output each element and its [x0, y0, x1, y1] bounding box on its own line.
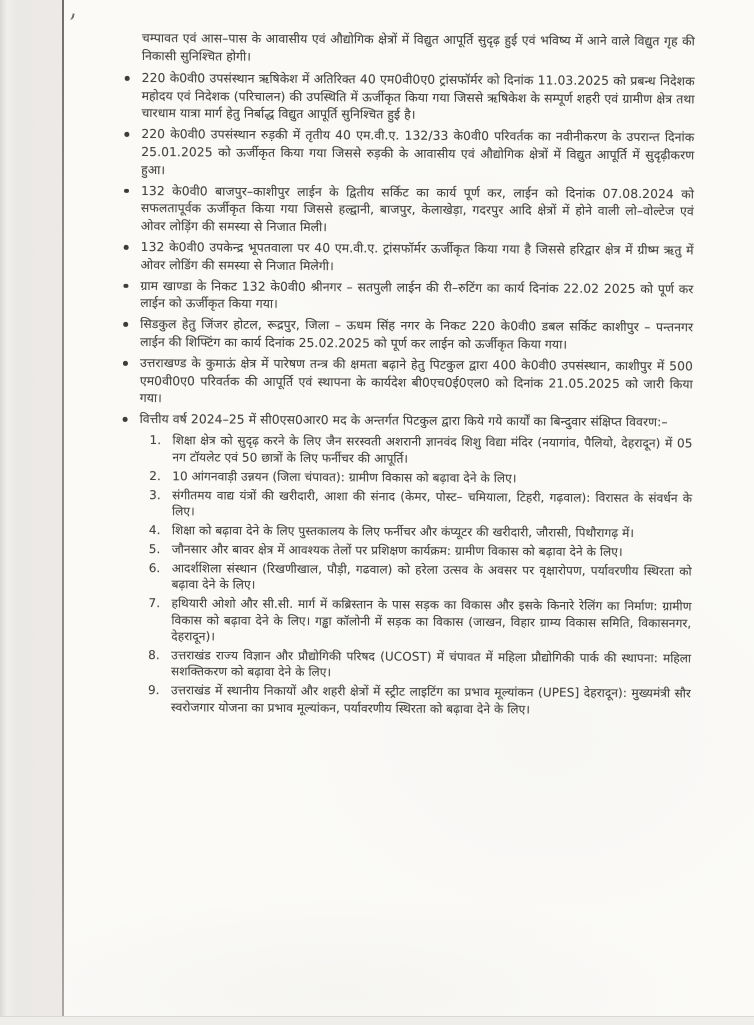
- numbered-item: [149, 468, 692, 488]
- bullet-text: 132 के0वी0 बाजपुर–काशीपुर लाईन के द्वितीय सर्किट का कार्य पूर्ण कर, लाईन को दिनांक 07.08.2024 को सफलतापूर्वक ऊर्जीकृत किया गया जिससे हल्द्वानी, बाजपुर, केलाखेड़ा, गदरपुर आदि क्षेत्रों में होने वाली लो–वोल्टेज एवं ओवर लोड़िंग की समस्या से निजात मिली।: [140, 183, 695, 235]
- numbered-item-text: संगीतमय वाद्य यंत्रों की खरीदारी, आशा की संनाद (केमर, पोस्ट– चमियाला, टिहरी, गढ़वाल): विरासत के संवर्धन के लिए।: [172, 487, 693, 519]
- bullet-text: ग्राम खाण्डा के निकट 132 के0वी0 श्रीनगर – सतपुली लाईन की री–रुटिंग का कार्य दिनांक 22.02 2025 को पूर्ण कर लाईन को ऊर्जीकृत किया गया।: [140, 278, 694, 312]
- bullet-text: सिडकुल हेतु जिंजर होटल, रूद्रपुर, जिला – ऊधम सिंह नगर के निकट 220 के0वी0 डबल सर्किट काशीपुर – पन्तनगर लाईन की शिफ्टिंग का कार्य दिनांक 25.02.2025 को पूर्ण कर लाईन को ऊर्जीकृत किया गया।: [140, 317, 694, 352]
- bullet-item: [141, 239, 694, 278]
- bullet-dot-icon: [123, 361, 128, 366]
- bullet-dot-icon: [125, 76, 130, 81]
- bullet-dot-icon: [124, 189, 129, 194]
- item-number: 4.: [148, 523, 161, 538]
- stray-pen-mark-icon: [68, 12, 75, 20]
- bullet-item: [141, 183, 694, 239]
- bullet-text: 220 के0वी0 उपसंस्थान ऋषिकेश में अतिरिक्त 40 एम0वी0ए0 ट्रांसफॉर्मर को दिनांक 11.03.2025 को प्रबन्ध निदेशक महोदय एवं निदेशक (परिचालन) की उपस्थिति में ऊर्जीकृत किया गया जिससे ऋषिकेश के सम्पूर्ण शहरी एवं ग्रामीण क्षेत्र तथा चारधाम यात्रा मार्ग हेतु निर्बाद्ध विद्युत आपूर्ति सुनिश्चित हुई है।: [141, 71, 695, 123]
- bullet-dot-icon: [123, 322, 128, 327]
- bullet-dot-icon: [124, 245, 129, 250]
- numbered-item-text: 10 आंगनवाड़ी उन्नयन (जिला चंपावत): ग्रामीण विकास को बढ़ावा देने के लिए।: [172, 468, 517, 486]
- bullet-item: [141, 70, 694, 126]
- numbered-item-text: हथियारी ओशो और सी.सी. मार्ग में कब्रिस्तान के पास सड़क का विकास और इसके किनारे रेलिंग का निर्माण: ग्रामीण विकास को बढ़ावा देने के लिए। गड्ढा कॉलोनी में सड़क का विकास (जाखन, विहार ग्राम्य विकास समिति, विकासनगर, देहरादून)।: [171, 596, 692, 644]
- item-number: 5.: [148, 541, 161, 557]
- numbered-item-text: उत्तराखंड राज्य विज्ञान और प्रौद्योगिकी परिषद (UCOST) में चंपावत में महिला प्रौद्योगिकी पार्क की स्थापना: महिला सशक्तिकरण को बढ़ावा देने के लिए।: [171, 648, 692, 680]
- numbered-item: [148, 595, 691, 648]
- numbered-item: [148, 647, 691, 683]
- item-number: 6.: [148, 560, 161, 575]
- bullet-dot-icon: [123, 284, 128, 289]
- item-number: 2.: [149, 468, 161, 483]
- document-page: [64, 0, 754, 1024]
- numbered-list: [148, 433, 693, 719]
- numbered-item-text: शिक्षा क्षेत्र को सुदृढ़ करने के लिए जैन सरस्वती अशरानी ज्ञानवंद शिशु विद्या मंदिर (नयागांव, पैलियो, देहरादून) में 05 नग टॉयलेट एवं 50 छात्रों के लिए फर्नीचर की आपूर्ति।: [172, 433, 693, 466]
- item-number: 1.: [149, 433, 162, 448]
- bullet-item: [140, 316, 693, 355]
- numbered-item: [149, 522, 692, 542]
- bullet-text: 132 के0वी0 उपकेन्द्र भूपतवाला पर 40 एम.वी.ए. ट्रांसफॉर्मर ऊर्जीकृत किया गया है जिससे हरिद्वार क्षेत्र में ग्रीष्म ऋतु में ओवर लोडिंग की समस्या से निजात मिलेगी।: [140, 240, 694, 273]
- numbered-item-text: आदर्शशिला संस्थान (रिखणीखाल, पौड़ी, गढवाल) को हरेला उत्सव के अवसर पर वृक्षारोपण, पर्यावरणीय स्थिरता को बढ़ावा देने के लिए।: [171, 561, 692, 592]
- bullet-item: [141, 126, 694, 182]
- bullet-dot-icon: [123, 417, 128, 422]
- bullet-text: वित्तीय वर्ष 2024–25 में सी0एस0आर0 मद के अन्तर्गत पिटकुल द्वारा किये गये कार्यों का बिन्दुवार संक्षिप्त विवरण:–: [139, 412, 668, 430]
- bullet-text: उत्तराखण्ड के कुमाऊं क्षेत्र में पारेषण तन्त्र की क्षमता बढ़ाने हेतु पिटकुल द्वारा 400 के0वी0 उपसंस्थान, काशीपुर में 500 एम0वी0ए0 परिवर्तक की आपूर्ति एवं स्थापना के कार्यदेश बी0एच0ई0एल0 को दिनांक 21.05.2025 को जारी किया गया।: [139, 356, 693, 406]
- numbered-item: [149, 433, 692, 469]
- bullet-text: 220 के0वी0 उपसंस्थान रुड़की में तृतीय 40 एम.वी.ए. 132/33 के0वी0 परिवर्तक का नवीनीकरण के उपरान्त दिनांक 25.01.2025 को ऊर्जीकृत किया गया जिससे रुड़की के आवासीय एवं औद्योगिक क्षेत्रों में विद्युत आपूर्ति में सुदृढ़ीकरण हुआ।: [141, 127, 695, 177]
- item-number: 7.: [148, 596, 161, 611]
- item-number: 9.: [147, 683, 160, 698]
- continuation-paragraph: चम्पावत एवं आस–पास के आवासीय एवं औद्योगिक क्षेत्रों में विद्युत आपूर्ति सुदृढ़ हुई एवं भविष्य में आने वाले विद्युत गृह की निकासी सुनिश्चित होगी।: [141, 30, 695, 64]
- scan-left-margin: [0, 0, 62, 1024]
- numbered-item-text: उत्तराखंड में स्थानीय निकायों और शहरी क्षेत्रों में स्ट्रीट लाइटिंग का प्रभाव मूल्यांकन (UPES] देहरादून): मुख्यमंत्री सौर स्वरोजगार योजना का प्रभाव मूल्यांकन, पर्यावरणीय स्थिरता को बढ़ावा देने के लिए।: [170, 683, 691, 716]
- item-number: 8.: [148, 647, 160, 662]
- item-number: 3.: [149, 487, 161, 502]
- bullet-dot-icon: [124, 132, 129, 137]
- numbered-item: [149, 487, 692, 523]
- document-content: [138, 30, 695, 721]
- numbered-item: [148, 682, 691, 718]
- bullet-item: [140, 278, 693, 317]
- numbered-item: [149, 541, 692, 561]
- bullet-item: [140, 411, 693, 432]
- numbered-item-text: शिक्षा को बढ़ावा देने के लिए पुस्तकालय के लिए फर्नीचर और कंप्यूटर की खरीदारी, जौरासी, पिथौरागढ़ में।: [171, 523, 635, 541]
- bullet-item: [140, 355, 693, 411]
- numbered-item-text: जौनसार और बावर क्षेत्र में आवश्यक तेलों पर प्रशिक्षण कार्यक्रम: ग्रामीण विकास को बढ़ावा देने के लिए।: [171, 542, 623, 559]
- numbered-item: [149, 560, 692, 596]
